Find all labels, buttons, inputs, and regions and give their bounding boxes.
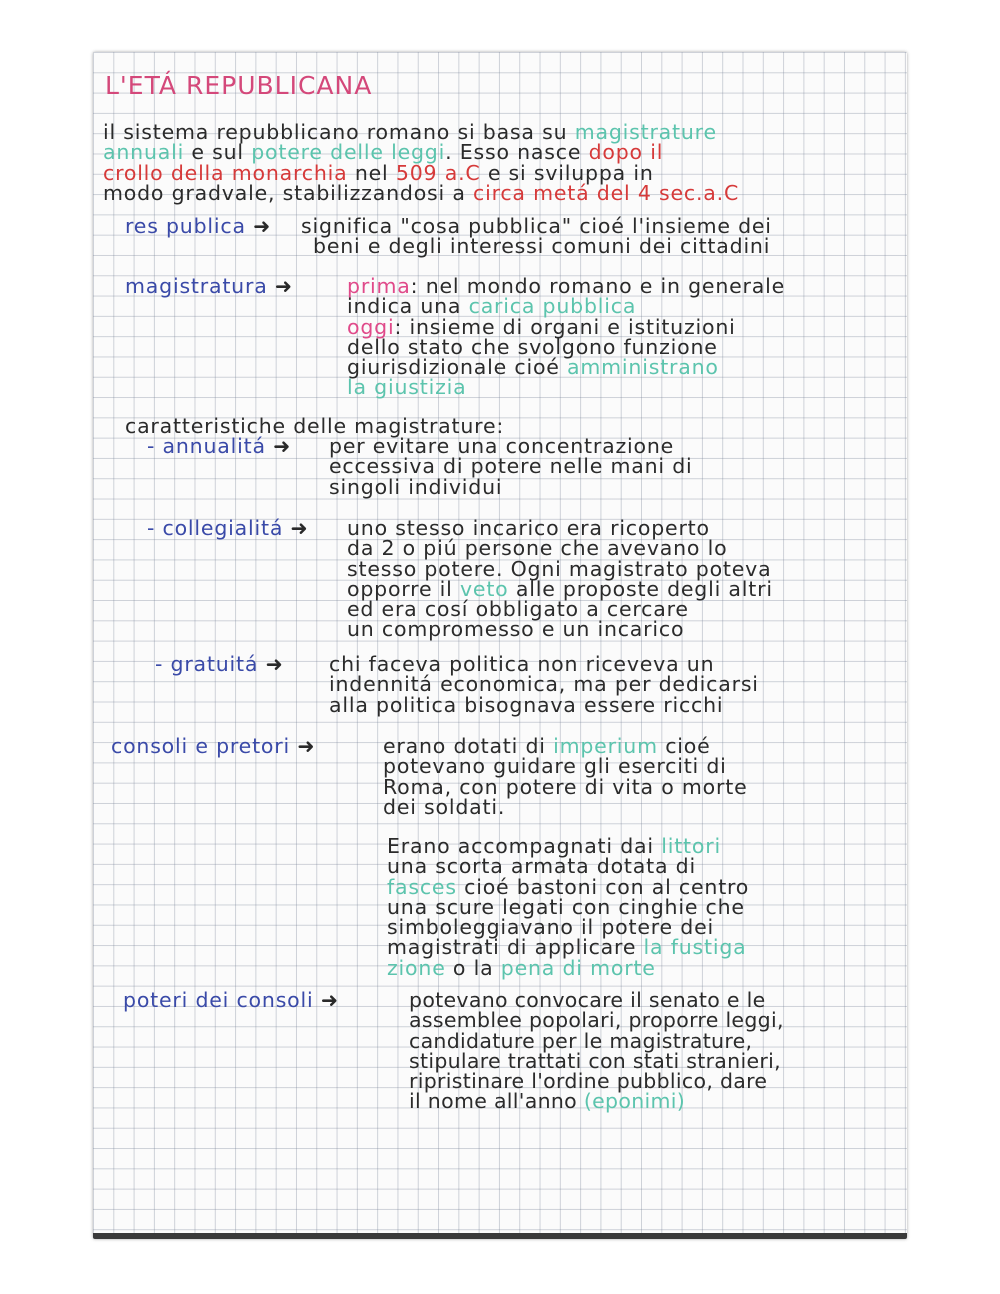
- definition-line: il nome all'anno: [409, 1089, 584, 1114]
- arrow-icon: ➜: [297, 734, 316, 758]
- arrow-icon: ➜: [253, 214, 272, 238]
- arrow-icon: ➜: [265, 652, 284, 676]
- definition-line: dei soldati.: [383, 794, 506, 819]
- intro-text: . Esso nasce: [445, 140, 589, 165]
- highlight-teal: la fustiga: [643, 935, 747, 960]
- arrow-icon: ➜: [274, 274, 293, 298]
- highlight-red: dopo il: [588, 140, 664, 165]
- definition-line: un compromesso e un incarico: [347, 617, 685, 642]
- definition-line: opporre il: [347, 576, 460, 601]
- intro-text: e si sviluppa in: [480, 160, 654, 185]
- highlight-teal: (eponimi): [583, 1089, 686, 1114]
- highlight-teal: fasces: [387, 874, 457, 899]
- definition-collegialita: [347, 518, 773, 640]
- highlight-pink: prima: [347, 274, 411, 298]
- highlight-teal: imperium: [553, 734, 658, 758]
- definition-line: : insieme di organi e istituzioni: [394, 314, 736, 339]
- definition-line: assemblee popolari, proporre leggi,: [409, 1008, 784, 1033]
- definition-line: o la: [445, 955, 501, 980]
- definition-littori: [387, 836, 749, 978]
- term-res-publica: res publica ➜: [125, 214, 272, 238]
- definition-line: cioé bastoni con al centro: [456, 874, 750, 899]
- page-title: L'ETÁ REPUBLICANA: [105, 71, 373, 100]
- highlight-teal: la giustizia: [347, 375, 467, 400]
- highlight-teal: veto: [460, 576, 509, 601]
- definition-line: beni e degli interessi comuni dei cittadini: [313, 234, 771, 259]
- highlight-red: circa metá del 4 sec.a.C: [473, 180, 740, 205]
- definition-line: cioé: [657, 734, 711, 758]
- definition-res-publica: [301, 216, 772, 257]
- definition-line: una scorta armata dotata di: [387, 854, 696, 879]
- definition-line: stipulare trattati con stati stranieri,: [409, 1048, 781, 1073]
- definition-line: magistrati di applicare: [387, 935, 644, 960]
- term-collegialita: - collegialitá ➜: [147, 516, 309, 540]
- arrow-icon: ➜: [290, 516, 309, 540]
- definition-line: indennitá economica, ma per dedicarsi: [329, 672, 759, 697]
- definition-line: potevano guidare gli eserciti di: [383, 754, 727, 779]
- highlight-teal: littori: [661, 834, 721, 858]
- highlight-teal: potere delle leggi: [251, 140, 446, 165]
- definition-gratuita: [329, 654, 759, 715]
- section-heading-caratteristiche: caratteristiche delle magistrature:: [125, 414, 505, 438]
- term-consoli-pretori: consoli e pretori ➜: [111, 734, 316, 758]
- definition-line: una scure legati con cinghie che: [387, 894, 745, 919]
- highlight-pink: oggi: [347, 314, 395, 339]
- definition-line: da 2 o piú persone che avevano lo: [347, 536, 728, 561]
- highlight-teal: carica pubblica: [468, 294, 637, 319]
- definition-consoli-pretori: [383, 736, 747, 817]
- term-annualita: - annualitá ➜: [147, 434, 292, 458]
- highlight-teal: magistrature: [574, 120, 717, 144]
- highlight-teal: amministrano: [567, 355, 719, 380]
- definition-magistratura: [347, 276, 785, 398]
- term-poteri-consoli: poteri dei consoli ➜: [123, 988, 339, 1012]
- definition-line: Roma, con potere di vita o morte: [383, 774, 748, 799]
- intro-text: modo gradvale, stabilizzandosi a: [103, 180, 474, 205]
- definition-line: ed era cosí obbligato a cercare: [347, 597, 689, 622]
- definition-line: stesso potere. Ogni magistrato poteva: [347, 556, 772, 581]
- highlight-red: 509 a.C: [395, 160, 481, 185]
- definition-line: chi faceva politica non riceveva un: [329, 652, 715, 676]
- definition-line: erano dotati di: [383, 734, 554, 758]
- definition-line: candidature per le magistrature,: [409, 1028, 753, 1053]
- term-magistratura: magistratura ➜: [125, 274, 293, 298]
- definition-line: simboleggiavano il potere dei: [387, 915, 714, 940]
- definition-line: dello stato che svolgono funzione: [347, 334, 718, 359]
- definition-line: indica una: [347, 294, 469, 319]
- definition-line: ripristinare l'ordine pubblico, dare: [409, 1069, 768, 1094]
- definition-line: giurisdizionale cioé: [347, 355, 568, 380]
- arrow-icon: ➜: [273, 434, 292, 458]
- definition-line: eccessiva di potere nelle mani di: [329, 454, 693, 479]
- highlight-teal: pena di morte: [500, 955, 656, 980]
- definition-line: potevano convocare il senato e le: [409, 988, 766, 1012]
- definition-line: Erano accompagnati dai: [387, 834, 662, 858]
- highlight-red: crollo della monarchia: [103, 160, 348, 185]
- definition-line: uno stesso incarico era ricoperto: [347, 516, 710, 540]
- intro-text: e sul: [184, 140, 252, 165]
- highlight-teal: annuali: [103, 140, 185, 165]
- intro-text: nel: [347, 160, 396, 185]
- definition-line: alla politica bisognava essere ricchi: [329, 692, 724, 717]
- arrow-icon: ➜: [320, 988, 339, 1012]
- intro-paragraph: [103, 122, 739, 203]
- definition-line: : nel mondo romano e in generale: [410, 274, 786, 298]
- definition-line: per evitare una concentrazione: [329, 434, 675, 458]
- highlight-teal: zione: [387, 955, 446, 980]
- term-gratuita: - gratuitá ➜: [155, 652, 284, 676]
- definition-poteri-consoli: [409, 990, 784, 1112]
- definition-line: alle proposte degli altri: [508, 576, 773, 601]
- definition-annualita: [329, 436, 693, 497]
- definition-line: significa "cosa pubblica" cioé l'insieme dei: [301, 214, 772, 238]
- notebook-page: [93, 52, 907, 1239]
- definition-line: singoli individui: [329, 474, 503, 499]
- intro-text: il sistema repubblicano romano si basa su: [103, 120, 575, 144]
